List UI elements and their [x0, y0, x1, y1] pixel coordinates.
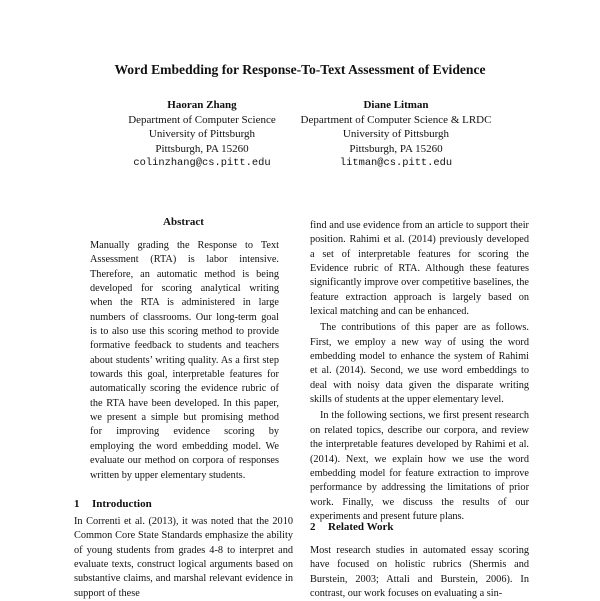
author-university: University of Pittsburgh: [342, 128, 450, 141]
right-column-text: [310, 219, 529, 524]
section-heading-introduction: [74, 497, 152, 511]
paper-title: Word Embedding for Response-To-Text Assessment of Evidence: [114, 62, 486, 77]
abstract-text: Manually grading the Response to Text Assessment (RTA) is labor intensive. Therefore, an automatic method is being developed for scoring analytical writing when the RTA is administered in large numbers of classrooms. Our long-term goal is to also use this scoring method to provide formative feedback to students and teachers about students’ writing quality. As a first step towards this goal, interpretable features for automatically scoring the evidence rubric of the RTA have been developed. In this paper, we present a simple but promising method for improving evidence scoring by employing the word embedding model. We evaluate our method on corpora of responses written by upper elementary students.: [90, 240, 279, 481]
author-location: Pittsburgh, PA 15260: [349, 142, 443, 155]
introduction-text: In Correnti et al. (2013), it was noted that the 2010 Common Core State Standards emphasize the ability of young students from grades 4-8 to interpret and evaluate texts, construct logical arguments based on substantive claims, and marshal relevant evidence in support of these: [74, 516, 293, 599]
abstract-heading: Abstract: [163, 216, 204, 228]
author-dept: Department of Computer Science: [128, 113, 276, 126]
author-block-2: [276, 98, 516, 171]
section-heading-related-work: [310, 520, 394, 534]
author-university: University of Pittsburgh: [148, 128, 256, 141]
paragraph: In the following sections, we first present research on related topics, describe our corpora, and review the interpretable features developed by Rahimi et al. (2014). Next, we explain how we use the word embedding model for feature extraction to improve performance by addressing the limitations of prior work. Finally, we discuss the results of our experiments and present future plans.: [310, 410, 529, 522]
author-location: Pittsburgh, PA 15260: [155, 142, 249, 155]
author-name: Haoran Zhang: [167, 99, 237, 111]
author-email: litman@cs.pitt.edu: [339, 157, 453, 170]
section-title: Introduction: [92, 498, 152, 510]
paragraph: find and use evidence from an article to support their position. Rahimi et al. (2014) previously developed a set of interpretable features for scoring the Evidence rubric of RTA. Although these features significantly improve over competitive baselines, the feature extraction approach is largely based on lexical matching and can be enhanced.: [310, 220, 529, 318]
section-title: Related Work: [328, 521, 394, 533]
paragraph: The contributions of this paper are as follows. First, we employ a new way of using the word embedding model to enhance the system of Rahimi et al. (2014). Second, we use word embeddings to deal with noisy data given the disparate writing skills of students at the upper elementary level.: [310, 322, 529, 406]
author-email: colinzhang@cs.pitt.edu: [133, 157, 271, 170]
author-name: Diane Litman: [363, 99, 429, 111]
related-work-text: Most research studies in automated essay scoring have focused on holistic rubrics (Shermis and Burstein, 2003; Attali and Burstein, 2006). In contrast, our work focuses on evaluating a sin-: [310, 545, 529, 600]
section-number: 2: [310, 521, 316, 533]
section-number: 1: [74, 498, 80, 510]
author-dept: Department of Computer Science & LRDC: [300, 113, 492, 126]
